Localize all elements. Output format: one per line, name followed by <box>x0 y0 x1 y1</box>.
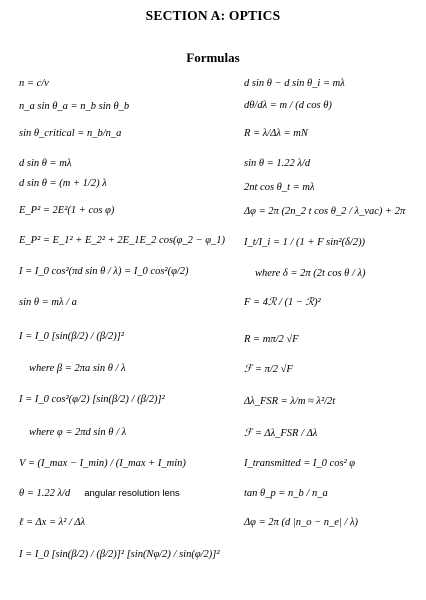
formulas-heading: Formulas <box>186 50 240 65</box>
formula-visibility: V = (I_max − I_min) / (I_max + I_min) <box>19 458 186 469</box>
formula-double-slit-diffraction: I = I_0 cos²(φ/2) [sin(β/2) / (β/2)]² <box>19 394 165 405</box>
formula-refractive-index: n = c/v <box>19 78 49 89</box>
formula-dark-fringes: d sin θ = (m + 1/2) λ <box>19 178 107 189</box>
formula-fabry-perot-resolving-power: R = mπ/2 √F <box>244 334 299 345</box>
formula-phi-definition: where φ = 2πd sin θ / λ <box>29 427 127 438</box>
formula-snells-law: n_a sin θ_a = n_b sin θ_b <box>19 101 130 112</box>
formula-general-superposition: E_P² = E_1² + E_2² + 2E_1E_2 cos(φ_2 − φ_1) <box>19 235 226 246</box>
formula-oblique-grating: d sin θ − d sin θ_i = mλ <box>244 78 345 89</box>
formula-rayleigh-criterion <box>19 488 180 500</box>
formula-grating-intensity: I = I_0 [sin(β/2) / (β/2)]² [sin(Nφ/2) / sin(φ/2)]² <box>19 549 220 560</box>
formula-bright-fringes: d sin θ = mλ <box>19 158 72 169</box>
formula-critical-angle: sin θ_critical = n_b/n_a <box>19 128 122 139</box>
formula-coefficient-of-finesse: F = 4ℛ / (1 − ℛ)² <box>244 297 321 308</box>
formula-double-slit-intensity: I = I_0 cos²(πd sin θ / λ) = I_0 cos²(φ/2) <box>19 266 189 277</box>
formula-coherence-length: ℓ = Δx = λ² / Δλ <box>19 517 86 528</box>
formula-fabry-perot-transmission: I_t/I_i = 1 / (1 + F sin²(δ/2)) <box>244 237 366 248</box>
formula-beta-definition: where β = 2πa sin θ / λ <box>29 363 126 374</box>
formula-brewster-angle: tan θ_p = n_b / n_a <box>244 488 328 499</box>
formula-delta-definition: where δ = 2π (2t cos θ / λ) <box>255 268 366 279</box>
angular-resolution-note: angular resolution lens <box>84 488 180 499</box>
formula-free-spectral-range: Δλ_FSR = λ/m ≈ λ²/2t <box>244 396 336 407</box>
formula-resolving-power: R = λ/Δλ = mN <box>244 128 308 139</box>
formula-film-phase: Δφ = 2π (2n_2 t cos θ_2 / λ_vac) + 2π <box>244 206 406 217</box>
formula-circular-aperture: sin θ = 1.22 λ/d <box>244 158 311 169</box>
formula-birefringent-phase: Δφ = 2π (d |n_o − n_e| / λ) <box>244 517 359 528</box>
formula-single-slit-intensity: I = I_0 [sin(β/2) / (β/2)]² <box>19 331 124 342</box>
section-title: SECTION A: OPTICS <box>145 8 281 23</box>
rayleigh-equation: θ = 1.22 λ/d <box>19 488 71 499</box>
formula-thin-film: 2nt cos θ_t = mλ <box>244 182 315 193</box>
formula-angular-dispersion: dθ/dλ = m / (d cos θ) <box>244 100 332 111</box>
formula-single-slit-minima: sin θ = mλ / a <box>19 297 77 308</box>
formula-finesse: ℱ = π/2 √F <box>244 364 293 375</box>
formula-finesse-ratio: ℱ = Δλ_FSR / Δλ <box>244 428 318 439</box>
formula-two-source-intensity: E_P² = 2E²(1 + cos φ) <box>19 205 115 216</box>
formula-malus-law: I_transmitted = I_0 cos² φ <box>244 458 356 469</box>
